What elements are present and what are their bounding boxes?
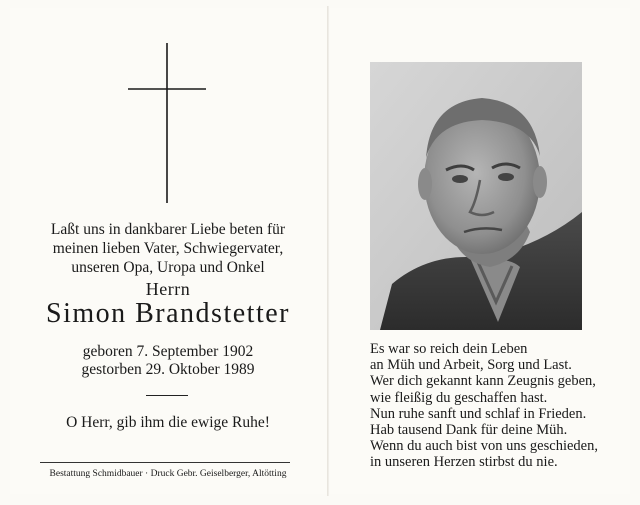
poem-line: Nun ruhe sanft und schlaf in Frieden. (370, 405, 587, 422)
poem-line: in unseren Herzen stirbst du nie. (370, 454, 558, 471)
dedication-line: meinen lieben Vater, Schwiegervater, (52, 240, 284, 257)
poem-line: Wenn du auch bist von uns geschieden, (370, 438, 598, 455)
poem-line: Es war so reich dein Leben (370, 341, 528, 357)
poem-line: Hab tausend Dank für deine Müh. (370, 422, 568, 439)
life-dates (20, 343, 316, 379)
imprint-divider (40, 462, 290, 463)
imprint: Bestattung Schmidbauer · Druck Gebr. Geiselberger, Altötting (49, 469, 287, 479)
dedication-line: Laßt uns in dankbarer Liebe beten für (50, 221, 286, 238)
poem-line: wie fleißig du geschaffen hast. (370, 389, 548, 406)
divider (146, 395, 188, 396)
blessing: O Herr, gib ihm die ewige Ruhe! (66, 414, 270, 431)
dedication-text (20, 220, 316, 277)
poem-line: an Müh und Arbeit, Sorg und Last. (370, 357, 572, 374)
deceased-name: Simon Brandstetter (46, 298, 290, 329)
birth-date: geboren 7. September 1902 (82, 343, 254, 360)
death-date: gestorben 29. Oktober 1989 (81, 361, 255, 378)
poem-line: Wer dich gekannt kann Zeugnis geben, (370, 373, 596, 390)
poem (370, 341, 630, 471)
honorific: Herrn (145, 279, 191, 299)
fold-line (327, 6, 329, 496)
portrait-photo (370, 62, 582, 330)
dedication-line: unseren Opa, Uropa und Onkel (71, 259, 265, 276)
